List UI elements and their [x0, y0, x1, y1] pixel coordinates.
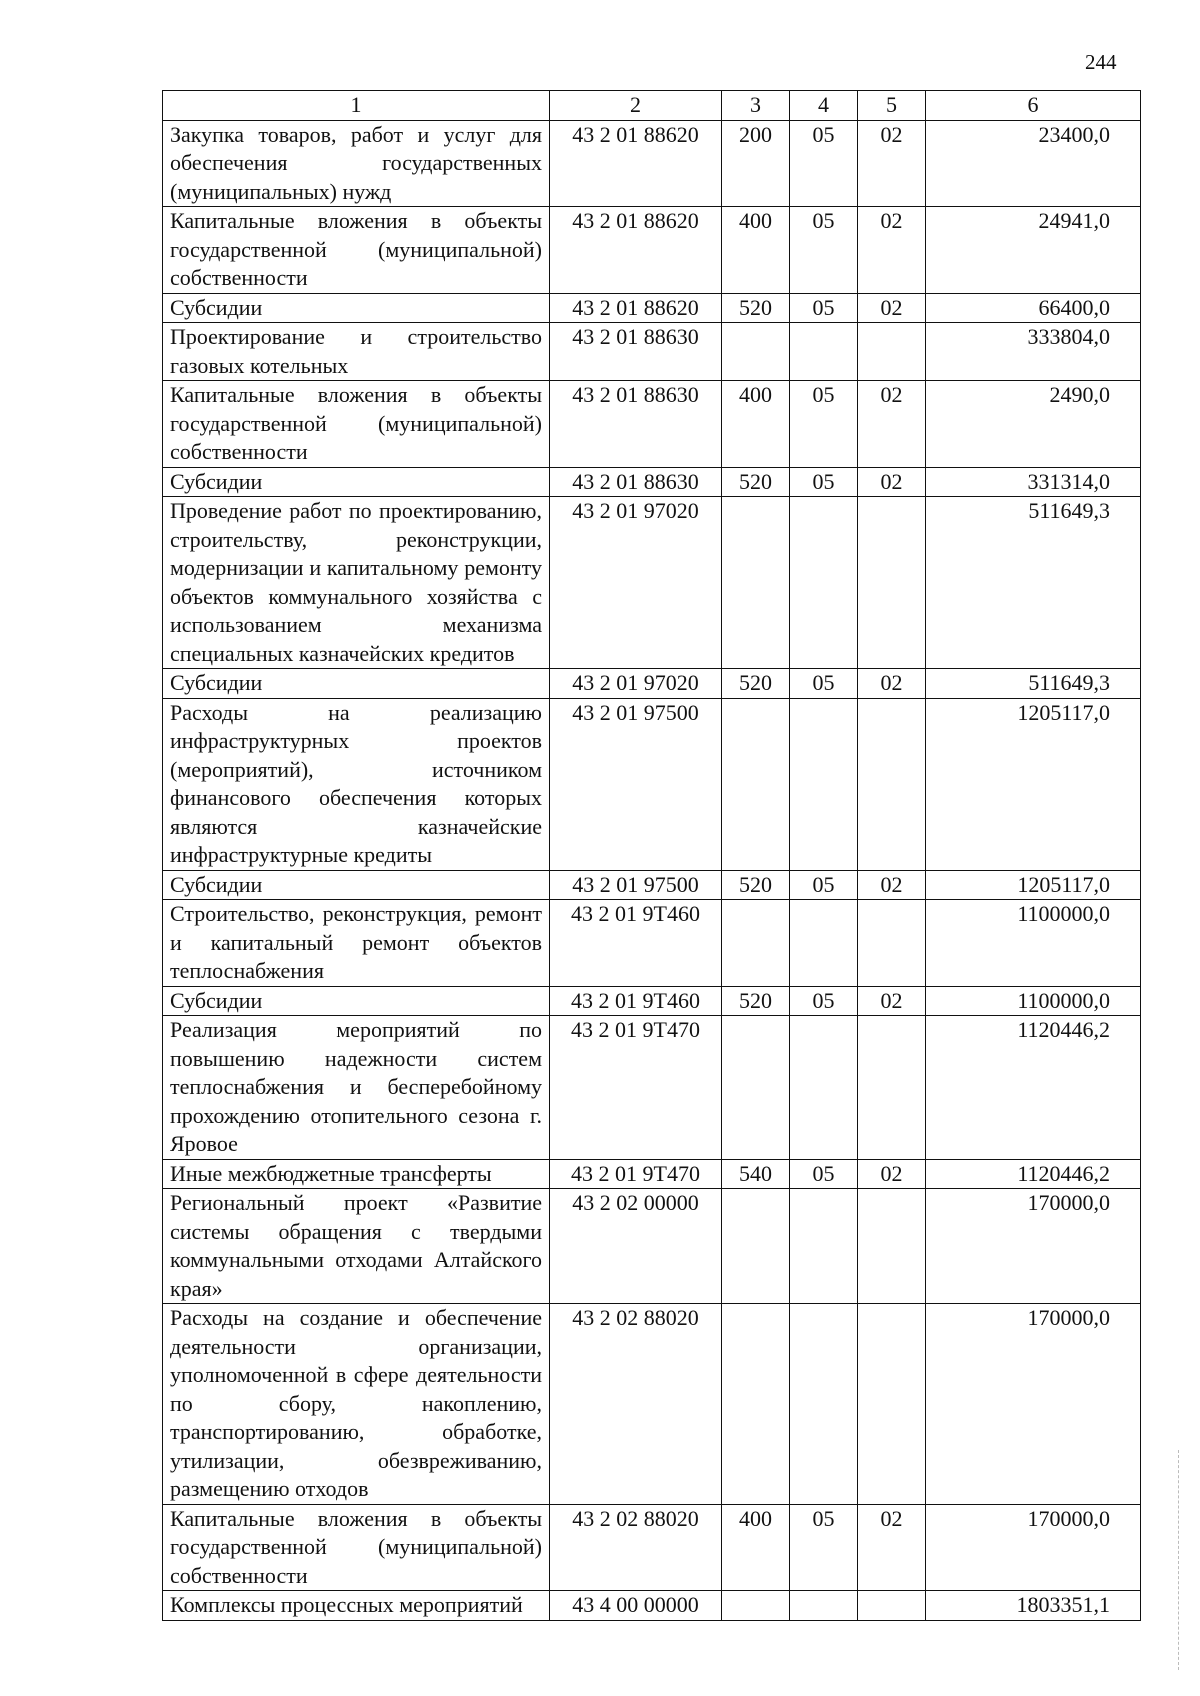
table-row [163, 497, 1141, 669]
row-name-cell: Расходы на реализацию инфраструктурных проектов (мероприятий), источником финансового обеспечения которых являются казначейские инфраструктурные кредиты [163, 698, 550, 870]
row-name-cell: Капитальные вложения в объекты государственной (муниципальной) собственности [163, 207, 550, 294]
row-section-cell: 05 [790, 669, 858, 699]
table-row [163, 1189, 1141, 1304]
row-sum-cell: 1803351,1 [926, 1591, 1141, 1621]
row-name-cell: Субсидии [163, 669, 550, 699]
row-code-cell: 43 2 01 88620 [550, 293, 722, 323]
row-section-cell [790, 1591, 858, 1621]
row-expense-type-cell [722, 698, 790, 870]
table-row [163, 1304, 1141, 1505]
table-row [163, 323, 1141, 381]
table-row [163, 1591, 1141, 1621]
row-name-cell: Капитальные вложения в объекты государственной (муниципальной) собственности [163, 381, 550, 468]
row-sum-cell: 333804,0 [926, 323, 1141, 381]
row-code-cell: 43 2 02 00000 [550, 1189, 722, 1304]
row-code-cell: 43 2 02 88020 [550, 1504, 722, 1591]
row-section-cell: 05 [790, 870, 858, 900]
row-name-cell: Субсидии [163, 870, 550, 900]
budget-table [162, 90, 1141, 1621]
row-sum-cell: 511649,3 [926, 497, 1141, 669]
header-cell: 6 [926, 91, 1141, 121]
row-code-cell: 43 2 01 9Т470 [550, 1016, 722, 1160]
row-sum-cell: 24941,0 [926, 207, 1141, 294]
row-sum-cell: 66400,0 [926, 293, 1141, 323]
row-subsection-cell: 02 [858, 207, 926, 294]
row-subsection-cell: 02 [858, 870, 926, 900]
row-sum-cell: 1100000,0 [926, 900, 1141, 987]
header-cell: 4 [790, 91, 858, 121]
row-subsection-cell [858, 1016, 926, 1160]
row-code-cell: 43 2 01 88620 [550, 207, 722, 294]
row-subsection-cell [858, 323, 926, 381]
row-subsection-cell [858, 1304, 926, 1505]
row-code-cell: 43 2 01 97500 [550, 870, 722, 900]
table-row [163, 207, 1141, 294]
table-row [163, 669, 1141, 699]
row-section-cell [790, 900, 858, 987]
row-name-cell: Закупка товаров, работ и услуг для обеспечения государственных (муниципальных) нужд [163, 120, 550, 207]
row-sum-cell: 1100000,0 [926, 986, 1141, 1016]
row-expense-type-cell: 520 [722, 870, 790, 900]
row-subsection-cell: 02 [858, 1159, 926, 1189]
row-expense-type-cell [722, 1591, 790, 1621]
header-cell: 2 [550, 91, 722, 121]
row-name-cell: Региональный проект «Развитие системы обращения с твердыми коммунальными отходами Алтайского края» [163, 1189, 550, 1304]
header-cell: 3 [722, 91, 790, 121]
row-section-cell: 05 [790, 467, 858, 497]
row-code-cell: 43 2 01 9Т460 [550, 986, 722, 1016]
row-code-cell: 43 4 00 00000 [550, 1591, 722, 1621]
row-name-cell: Субсидии [163, 293, 550, 323]
row-name-cell: Субсидии [163, 986, 550, 1016]
table-row [163, 120, 1141, 207]
row-code-cell: 43 2 02 88020 [550, 1304, 722, 1505]
table-header-row [163, 91, 1141, 121]
row-expense-type-cell [722, 1189, 790, 1304]
row-code-cell: 43 2 01 9Т460 [550, 900, 722, 987]
row-sum-cell: 23400,0 [926, 120, 1141, 207]
page-number: 244 [1085, 50, 1117, 74]
row-code-cell: 43 2 01 9Т470 [550, 1159, 722, 1189]
row-section-cell: 05 [790, 986, 858, 1016]
row-sum-cell: 1205117,0 [926, 870, 1141, 900]
table-row [163, 1159, 1141, 1189]
table-row [163, 698, 1141, 870]
header-cell: 5 [858, 91, 926, 121]
row-name-cell: Реализация мероприятий по повышению надежности систем теплоснабжения и бесперебойному прохождению отопительного сезона г. Яровое [163, 1016, 550, 1160]
row-section-cell [790, 1304, 858, 1505]
table-row [163, 467, 1141, 497]
row-subsection-cell: 02 [858, 120, 926, 207]
row-expense-type-cell: 520 [722, 467, 790, 497]
row-subsection-cell [858, 698, 926, 870]
row-code-cell: 43 2 01 97020 [550, 497, 722, 669]
row-subsection-cell [858, 900, 926, 987]
row-expense-type-cell [722, 900, 790, 987]
row-code-cell: 43 2 01 88630 [550, 381, 722, 468]
row-sum-cell: 1120446,2 [926, 1159, 1141, 1189]
row-name-cell: Комплексы процессных мероприятий [163, 1591, 550, 1621]
row-expense-type-cell [722, 1304, 790, 1505]
row-section-cell [790, 497, 858, 669]
row-sum-cell: 511649,3 [926, 669, 1141, 699]
header-cell: 1 [163, 91, 550, 121]
row-section-cell [790, 1016, 858, 1160]
row-expense-type-cell [722, 497, 790, 669]
row-code-cell: 43 2 01 97020 [550, 669, 722, 699]
row-sum-cell: 331314,0 [926, 467, 1141, 497]
row-section-cell: 05 [790, 1159, 858, 1189]
row-expense-type-cell: 400 [722, 381, 790, 468]
row-expense-type-cell [722, 323, 790, 381]
row-subsection-cell [858, 1591, 926, 1621]
row-sum-cell: 1120446,2 [926, 1016, 1141, 1160]
table-row [163, 381, 1141, 468]
row-section-cell [790, 1189, 858, 1304]
row-expense-type-cell: 400 [722, 207, 790, 294]
row-name-cell: Проведение работ по проектированию, строительству, реконструкции, модернизации и капитальному ремонту объектов коммунального хозяйства с использованием механизма специальных казначейских кредитов [163, 497, 550, 669]
row-name-cell: Капитальные вложения в объекты государственной (муниципальной) собственности [163, 1504, 550, 1591]
row-subsection-cell: 02 [858, 467, 926, 497]
table-row [163, 1504, 1141, 1591]
row-code-cell: 43 2 01 88630 [550, 323, 722, 381]
row-subsection-cell: 02 [858, 381, 926, 468]
row-name-cell: Иные межбюджетные трансферты [163, 1159, 550, 1189]
row-section-cell: 05 [790, 1504, 858, 1591]
row-subsection-cell: 02 [858, 1504, 926, 1591]
row-subsection-cell [858, 497, 926, 669]
row-code-cell: 43 2 01 88630 [550, 467, 722, 497]
row-code-cell: 43 2 01 97500 [550, 698, 722, 870]
row-section-cell: 05 [790, 293, 858, 323]
row-expense-type-cell: 520 [722, 986, 790, 1016]
row-section-cell [790, 323, 858, 381]
table-row [163, 1016, 1141, 1160]
row-section-cell: 05 [790, 381, 858, 468]
row-section-cell [790, 698, 858, 870]
row-code-cell: 43 2 01 88620 [550, 120, 722, 207]
row-sum-cell: 170000,0 [926, 1189, 1141, 1304]
row-sum-cell: 170000,0 [926, 1304, 1141, 1505]
row-expense-type-cell [722, 1016, 790, 1160]
row-sum-cell: 1205117,0 [926, 698, 1141, 870]
row-expense-type-cell: 520 [722, 293, 790, 323]
table-row [163, 986, 1141, 1016]
scan-edge-mark [1178, 1450, 1181, 1670]
row-section-cell: 05 [790, 120, 858, 207]
table-row [163, 870, 1141, 900]
row-subsection-cell: 02 [858, 986, 926, 1016]
row-sum-cell: 170000,0 [926, 1504, 1141, 1591]
row-section-cell: 05 [790, 207, 858, 294]
row-name-cell: Субсидии [163, 467, 550, 497]
row-expense-type-cell: 520 [722, 669, 790, 699]
table-row [163, 293, 1141, 323]
row-name-cell: Строительство, реконструкция, ремонт и капитальный ремонт объектов теплоснабжения [163, 900, 550, 987]
row-expense-type-cell: 400 [722, 1504, 790, 1591]
row-sum-cell: 2490,0 [926, 381, 1141, 468]
table-row [163, 900, 1141, 987]
row-subsection-cell: 02 [858, 669, 926, 699]
row-name-cell: Расходы на создание и обеспечение деятельности организации, уполномоченной в сфере деятельности по сбору, накоплению, транспортированию, обработке, утилизации, обезвреживанию, размещению отходов [163, 1304, 550, 1505]
row-subsection-cell [858, 1189, 926, 1304]
row-expense-type-cell: 200 [722, 120, 790, 207]
row-expense-type-cell: 540 [722, 1159, 790, 1189]
row-name-cell: Проектирование и строительство газовых котельных [163, 323, 550, 381]
row-subsection-cell: 02 [858, 293, 926, 323]
